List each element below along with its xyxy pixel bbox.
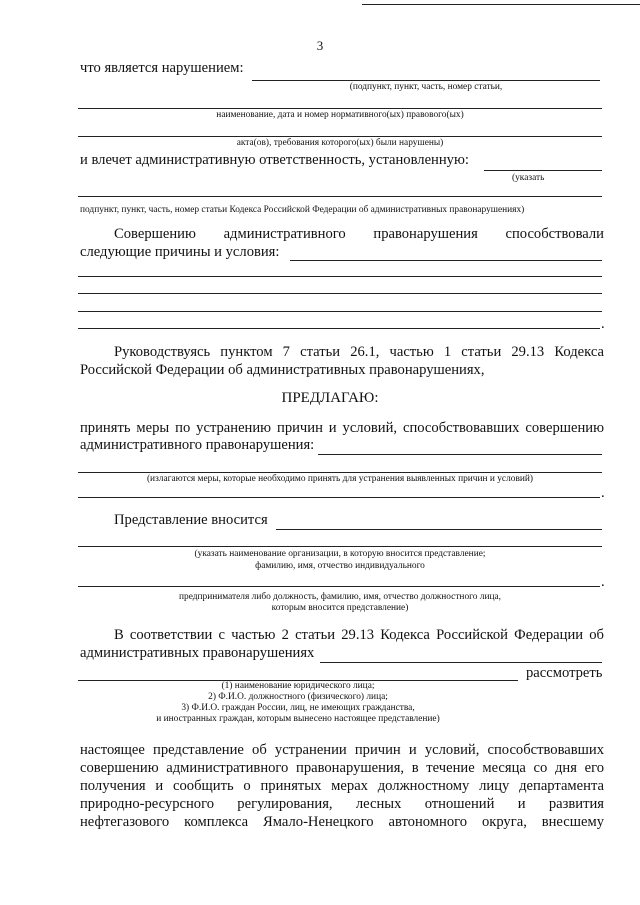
end-dot: . [601, 574, 605, 590]
measures-line-1: принять меры по устранению причин и условий, способствовавших совершению [80, 420, 604, 436]
end-dot: . [601, 485, 605, 501]
hint-article: (подпункт, пункт, часть, номер статьи, [349, 82, 503, 92]
body-line-5: нефтегазового комплекса Ямало-Ненецкого автономного округа, внесшему [80, 814, 604, 830]
causes-line-1: Совершению административного правонарушения способствовали [114, 226, 604, 242]
field-line [78, 497, 600, 498]
heading-propose: ПРЕДЛАГАЮ: [281, 390, 379, 406]
consider-word: рассмотреть [526, 665, 603, 681]
field-line [78, 472, 602, 473]
hint-measures: (излагаются меры, которые необходимо принять для устранения выявленных причин и условий) [146, 474, 534, 484]
hint-normative-act: наименование, дата и номер нормативного(ых) правового(ых) [216, 110, 464, 120]
field-line [78, 546, 602, 547]
submission-field-line [276, 529, 602, 530]
field-line [78, 328, 600, 329]
causes-field-line [290, 260, 602, 261]
liability-label: и влечет административную ответственность, установленную: [80, 152, 469, 168]
violation-label: что является нарушением: [80, 60, 244, 76]
field-line [78, 196, 602, 197]
hint-official: предпринимателя либо должность, фамилию, имя, отчество должностного лица, [179, 592, 501, 602]
hint-specify: (указать [512, 173, 545, 183]
field-line [78, 586, 600, 587]
submission-label: Представление вносится [114, 512, 268, 528]
accordance-line-2: административных правонарушениях [80, 645, 315, 661]
accordance-line-1: В соответствии с частью 2 статьи 29.13 Кодекса Российской Федерации об [114, 627, 604, 643]
body-line-3: получения и сообщить о принятых мерах должностному лицу департамента [80, 778, 604, 794]
field-line [78, 108, 602, 109]
hint-entrepreneur-name: фамилию, имя, отчество индивидуального [255, 561, 425, 571]
body-line-4: природно-ресурсного регулирования, лесных отношений и развития [80, 796, 604, 812]
measures-field-line [318, 454, 602, 455]
measures-line-2: административного правонарушения: [80, 437, 315, 453]
hint-submitted-by: которым вносится представление) [271, 603, 409, 613]
accordance-field-line [320, 662, 602, 663]
hint-requirements: акта(ов), требования которого(ых) были нарушены) [236, 138, 444, 148]
field-line [78, 276, 602, 277]
liability-field-line [484, 170, 602, 171]
body-line-2: совершению административного правонарушения, в течение месяца со дня его [80, 760, 604, 776]
violation-field-line [252, 80, 600, 81]
body-line-1: настоящее представление об устранении причин и условий, способствовавших [80, 742, 604, 758]
top-border-line [362, 4, 640, 5]
field-line [78, 136, 602, 137]
field-line [78, 293, 602, 294]
hint-citizens: 3) Ф.И.О. граждан России, лиц, не имеющих гражданства, [181, 703, 415, 713]
hint-code-article: подпункт, пункт, часть, номер статьи Кодекса Российской Федерации об административных правонарушениях) [80, 205, 525, 215]
guided-line-2: Российской Федерации об административных правонарушениях, [80, 362, 485, 378]
guided-line-1: Руководствуясь пунктом 7 статьи 26.1, частью 1 статьи 29.13 Кодекса [114, 344, 604, 360]
hint-official-person: 2) Ф.И.О. должностного (физического) лица; [208, 692, 388, 702]
field-line [78, 311, 602, 312]
hint-organization: (указать наименование организации, в которую вносится представление; [194, 549, 486, 559]
causes-line-2: следующие причины и условия: [80, 244, 280, 260]
end-dot: . [601, 316, 605, 332]
hint-foreigners: и иностранных граждан, которым вынесено настоящее представление) [156, 714, 440, 724]
hint-legal-entity: (1) наименование юридического лица; [221, 681, 375, 691]
page-number: 3 [316, 38, 324, 53]
